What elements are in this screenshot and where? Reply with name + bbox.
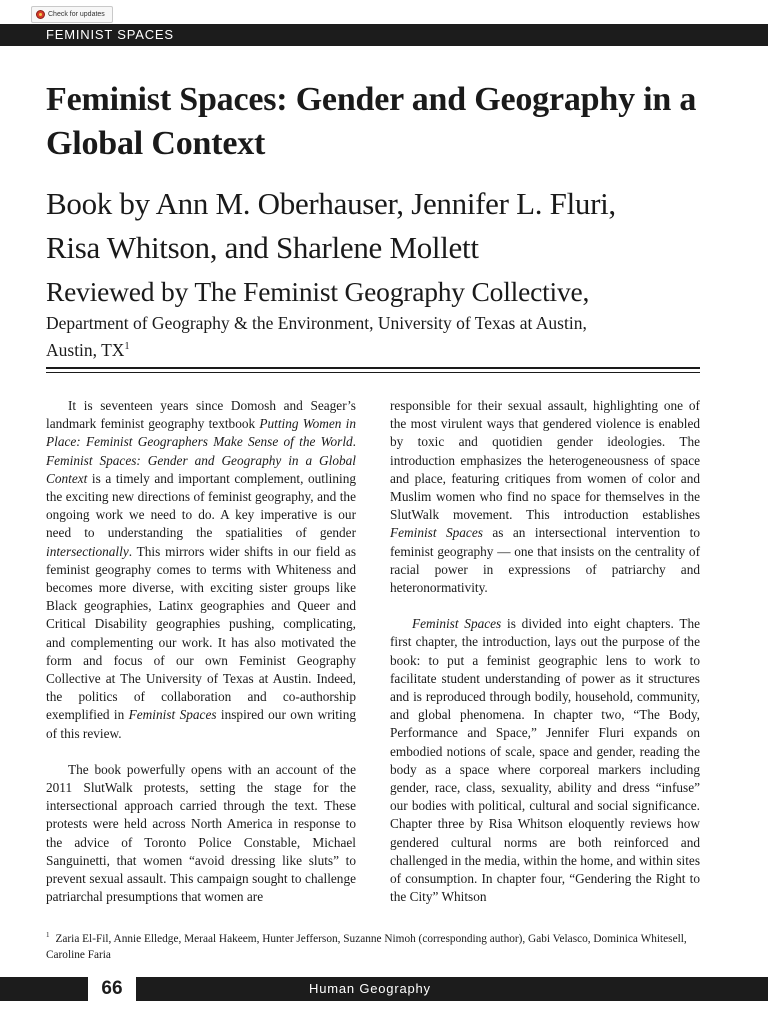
footnote-text: Zaria El-Fil, Annie Elledge, Meraal Hakeem, Hunter Jefferson, Suzanne Nimoh (corresponding author), Gabi Velasco, Dominica Whitesell, Caroline Faria bbox=[46, 932, 687, 961]
body-column-left bbox=[46, 397, 356, 906]
footer-bar-left bbox=[0, 977, 88, 1001]
paragraph: The book powerfully opens with an account of the 2011 SlutWalk protests, setting the stage for the intersectional approach carried through the text. These protests were held across North America in response to the advice of Toronto Police Constable, Michael Sanguinetti, that women “avoid dressing like sluts” to prevent sexual assault. This campaign sought to challenge patriarchal presumptions that women are bbox=[46, 761, 356, 905]
book-authors bbox=[46, 182, 736, 270]
book-title-reference: Feminist Spaces bbox=[128, 707, 217, 723]
title-divider-thin bbox=[46, 372, 700, 373]
book-authors-line-1: Book by Ann M. Oberhauser, Jennifer L. Fluri, bbox=[46, 186, 616, 221]
section-title: FEMINIST SPACES bbox=[46, 27, 174, 42]
book-title-reference: Putting Women in Place: Feminist Geographers Make Sense of the World bbox=[46, 416, 356, 450]
emphasis: intersectionally bbox=[46, 543, 129, 559]
affiliation-city: Austin, TX bbox=[46, 339, 125, 360]
body-column-right bbox=[390, 397, 700, 906]
book-authors-line-2: Risa Whitson, and Sharlene Mollett bbox=[46, 230, 479, 265]
affiliation-line-2 bbox=[46, 335, 696, 362]
book-title-reference: Feminist Spaces: Gender and Geography in a Global Context bbox=[46, 452, 356, 486]
journal-name: Human Geography bbox=[309, 981, 431, 996]
footnote-reference[interactable]: 1 bbox=[124, 341, 130, 352]
paragraph: Feminist Spaces is divided into eight chapters. The first chapter, the introduction, lays out the purpose of the book: to put a feminist geographic lens to work to facilitate student understanding of power as it structures and is reproduced through bodily, household, community, and global phenomena. In chapter two, “The Body, Performance and Space,” Jennifer Fluri expands on embodied notions of scale, space and gender, reading the body as a space where corporeal markers including gender, race, class, sexuality, ability and dress “infuse” our bodies with political, cultural and social significance. Chapter three by Risa Whitson eloquently reviews how gendered cultural norms are both reinforced and challenged in the media, within the home, and within sites of consumption. In chapter four, “Gendering the Right to the City” Whitson bbox=[390, 616, 701, 905]
footnote-marker: 1 bbox=[46, 931, 50, 939]
check-for-updates-label: Check for updates bbox=[48, 11, 105, 18]
paragraph: responsible for their sexual assault, highlighting one of the most virulent ways that gendered violence is enabled by toxic and quotidien gender ideologies. The introduction emphasizes the heterogeneousness of space and place, featuring critiques from women of color and Muslim women who find no space for themselves in the SlutWalk movement. This introduction establishes Feminist Spaces as an intersectional intervention to feminist geography — one that insists on the centrality of racial power in expressions of patriarchy and heteronormativity. bbox=[390, 398, 700, 596]
article-title: Feminist Spaces: Gender and Geography in a Global Context bbox=[46, 81, 697, 162]
check-for-updates-icon bbox=[36, 10, 45, 19]
book-title-reference: Feminist Spaces bbox=[412, 616, 502, 632]
paragraph: It is seventeen years since Domosh and Seager’s landmark feminist geography textbook Putting Women in Place: Feminist Geographers Make Sense of the World. Feminist Spaces: Gender and Geography in a Global Context is a timely and important complement, outlining the exciting new directions of feminist geography, and the ongoing work we need to do. A key imperative is our need to understanding the spatialities of gender intersectionally. This mirrors wider shifts in our field as feminist geography comes to terms with Whiteness and becomes more diverse, with exciting sister groups like Black geographies, Latinx geographies and Queer and Critical Disability geographies pushing, complicating, and complementing our work. It has also motivated the form and focus of our own Feminist Geography Collective at The University of Texas at Austin. Indeed, the politics of collaboration and co-authorship exemplified in Feminist Spaces inspired our own writing of this review. bbox=[46, 398, 356, 741]
footnote bbox=[46, 927, 706, 963]
reviewer-affiliation bbox=[46, 311, 696, 362]
affiliation-line-1: Department of Geography & the Environment, University of Texas at Austin, bbox=[46, 313, 587, 333]
reviewed-by: Reviewed by The Feminist Geography Collective, bbox=[46, 276, 590, 307]
check-for-updates-badge[interactable] bbox=[31, 6, 113, 23]
footer-bar bbox=[136, 977, 768, 1001]
page-number: 66 bbox=[101, 978, 123, 999]
section-header-bar bbox=[0, 24, 768, 46]
book-title-reference: Feminist Spaces bbox=[390, 525, 483, 541]
title-divider-thick bbox=[46, 367, 700, 369]
